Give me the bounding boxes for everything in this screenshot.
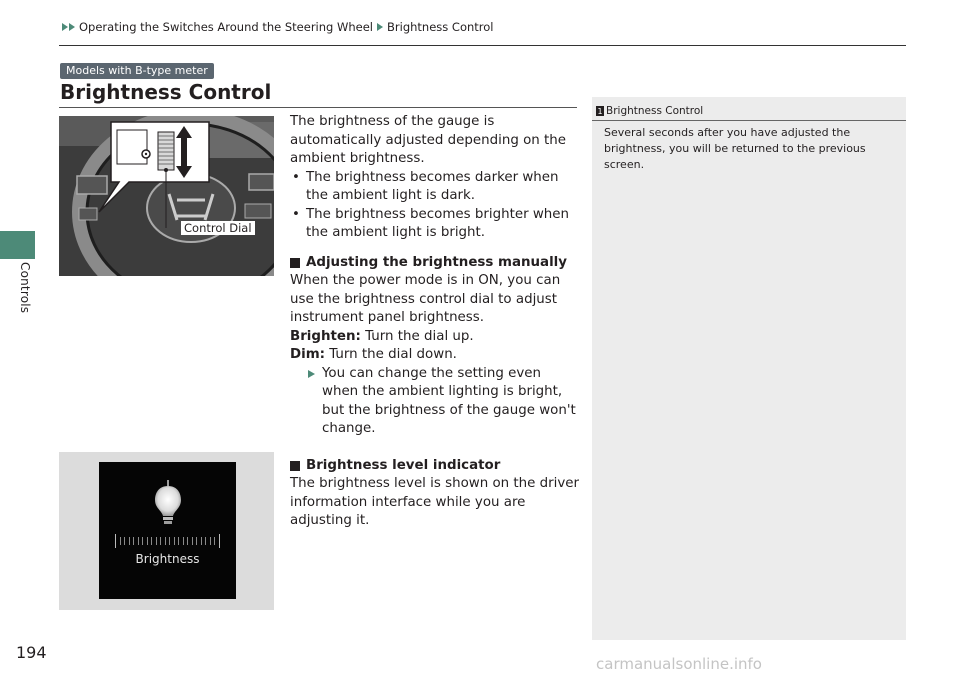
watermark: carmanualsonline.info — [596, 655, 762, 673]
side-note-heading — [592, 105, 703, 117]
indicator-heading — [290, 457, 580, 476]
light-bulb-icon — [154, 480, 182, 524]
intro-paragraph: The brightness of the gauge is automatically adjusted depending on the ambient brightness. — [290, 114, 567, 166]
dim-text: Turn the dial down. — [325, 347, 457, 362]
dim-label: Dim: — [290, 347, 326, 362]
side-tab-label: Controls — [18, 262, 32, 314]
brighten-label: Brighten: — [290, 328, 361, 344]
brightness-indicator-figure — [59, 452, 274, 610]
bullet-item: • The brightness becomes brighter when the ambient light is bright. — [290, 206, 580, 243]
manual-note — [290, 365, 580, 439]
manual-heading-text: Adjusting the brightness manually — [306, 254, 568, 270]
brighten-line — [290, 328, 580, 347]
breadcrumb-current: Brightness Control — [387, 20, 494, 34]
breadcrumb-arrow-icon — [69, 23, 75, 31]
note-arrow-icon — [308, 370, 315, 378]
side-note-text: Several seconds after you have adjusted the brightness, you will be returned to the previous screen. — [604, 126, 866, 171]
driver-info-screen — [99, 462, 236, 599]
side-note-divider — [592, 120, 906, 121]
side-note-panel — [592, 97, 906, 640]
indicator-heading-text: Brightness level indicator — [306, 457, 501, 473]
control-dial-callout: Control Dial — [181, 221, 255, 235]
page-number: 194 — [16, 643, 47, 662]
header-divider — [59, 45, 906, 46]
brighten-text: Turn the dial up. — [360, 328, 474, 344]
breadcrumb-arrow-icon — [377, 23, 383, 31]
section-square-icon — [290, 258, 300, 268]
steering-wheel-illustration — [59, 116, 274, 276]
main-text — [290, 113, 580, 531]
breadcrumb-parent-link[interactable]: Operating the Switches Around the Steering Wheel — [79, 20, 373, 34]
brightness-level-scale — [115, 534, 220, 548]
manual-heading — [290, 254, 580, 273]
breadcrumb-arrow-icon — [62, 23, 68, 31]
page-title: Brightness Control — [60, 80, 272, 104]
breadcrumb — [62, 20, 493, 34]
side-tab-marker — [0, 231, 35, 259]
dim-line — [290, 346, 580, 365]
manual-paragraph: When the power mode is in ON, you can use the brightness control dial to adjust instrument panel brightness. — [290, 273, 561, 325]
manual-note-text: You can change the setting even when the ambient lighting is bright, but the brightness of the gauge won't change. — [322, 365, 576, 436]
section-square-icon — [290, 461, 300, 471]
brightness-screen-label: Brightness — [135, 552, 200, 566]
note-marker-icon: 1 — [597, 106, 603, 116]
steering-wheel-figure — [59, 116, 274, 276]
bullet-item: • The brightness becomes darker when the ambient light is dark. — [290, 169, 580, 206]
indicator-paragraph: The brightness level is shown on the driver information interface while you are adjusting it. — [290, 476, 580, 528]
side-note-title: Brightness Control — [606, 105, 704, 117]
title-divider — [59, 107, 577, 108]
model-badge: Models with B-type meter — [60, 63, 214, 79]
